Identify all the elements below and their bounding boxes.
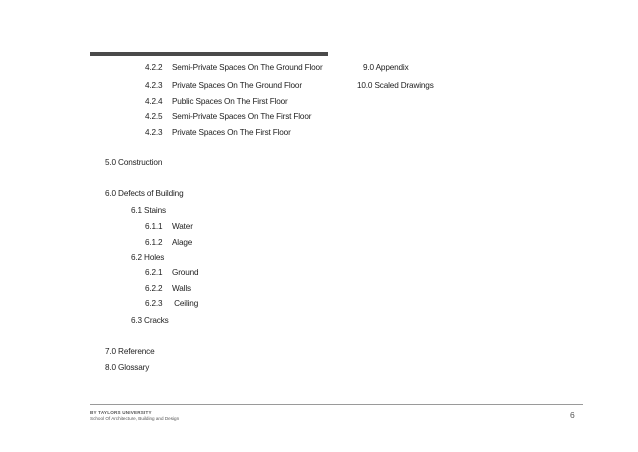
toc-entry-4-2-2: 4.2.2 Semi-Private Spaces On The Ground Floor: [145, 63, 323, 72]
school-name: School Of Architecture, Building and Design: [90, 415, 180, 421]
footer-brand: [90, 410, 179, 421]
toc-appendix: 9.0 Appendix: [363, 63, 409, 72]
toc-entry-4-2-5: 4.2.5 Semi-Private Spaces On The First Floor: [145, 112, 312, 121]
toc-cracks: 6.3 Cracks: [131, 316, 169, 325]
toc-holes: 6.2 Holes: [131, 253, 165, 262]
toc-entry-6-2-3: 6.2.3 Ceiling: [145, 299, 199, 308]
toc-construction: 5.0 Construction: [105, 158, 163, 167]
footer-rule: [90, 404, 583, 405]
toc-reference: 7.0 Reference: [105, 347, 155, 356]
toc-stains: 6.1 Stains: [131, 206, 166, 215]
toc-scaled-drawings: 10.0 Scaled Drawings: [357, 81, 434, 90]
university-name: BY TAYLORS UNIVERSITY: [90, 410, 152, 415]
toc-entry-4-2-3: 4.2.3 Private Spaces On The Ground Floor: [145, 81, 302, 90]
toc-entry-6-2-1: 6.2.1 Ground: [145, 268, 199, 277]
header-rule: [90, 52, 328, 56]
toc-glossary: 8.0 Glossary: [105, 363, 150, 372]
toc-entry-6-1-2: 6.1.2 Alage: [145, 238, 193, 247]
toc-entry-4-2-4: 4.2.4 Public Spaces On The First Floor: [145, 97, 288, 106]
toc-entry-6-1-1: 6.1.1 Water: [145, 222, 193, 231]
page-number: 6: [570, 410, 575, 420]
toc-entry-6-2-2: 6.2.2 Walls: [145, 284, 191, 293]
toc-entry-4-2-3b: 4.2.3 Private Spaces On The First Floor: [145, 128, 291, 137]
toc-defects: 6.0 Defects of Building: [105, 189, 184, 198]
